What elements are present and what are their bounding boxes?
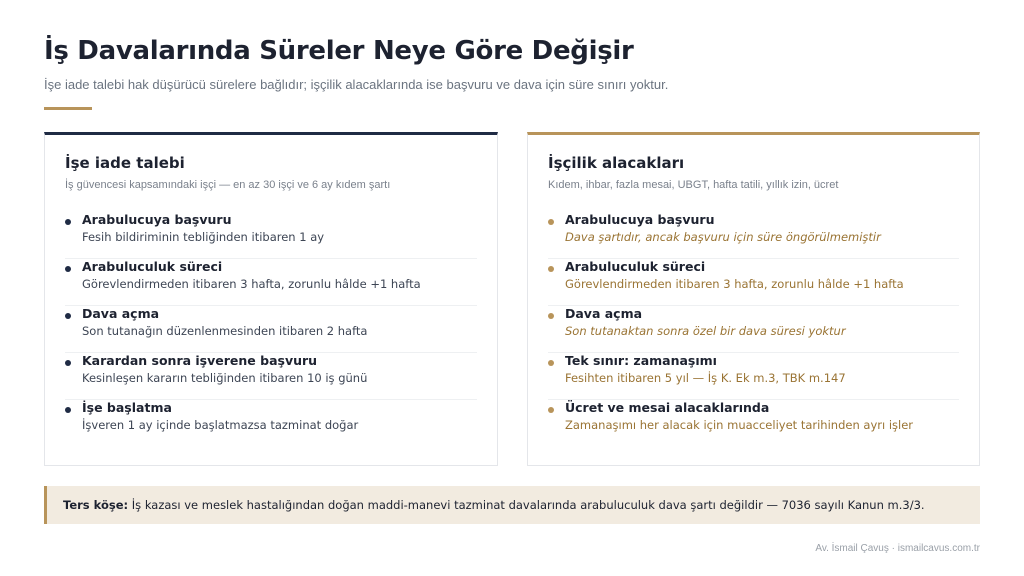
card-title: İşe iade talebi [65, 154, 185, 172]
item-label: Karardan sonra işverene başvuru [82, 353, 318, 368]
card-list [65, 212, 477, 447]
item-description: Kesinleşen kararın tebliğinden itibaren 10 iş günü [82, 371, 368, 385]
item-label: Arabulucuya başvuru [565, 212, 715, 227]
item-label: Dava açma [565, 306, 643, 321]
item-label: Tek sınır: zamanaşımı [565, 353, 717, 368]
footer-credit: Av. İsmail Çavuş · ismailcavus.com.tr [815, 543, 980, 554]
bullet-icon [65, 407, 71, 413]
bullet-icon [548, 266, 554, 272]
item-description: Zamanaşımı her alacak için muacceliyet tarihinden ayrı işler [565, 418, 914, 432]
item-description: Son tutanağın düzenlenmesinden itibaren 2 hafta [82, 324, 368, 338]
item-description: Son tutanaktan sonra özel bir dava süresi yoktur [565, 324, 846, 338]
page-title: İş Davalarında Süreler Neye Göre Değişir [44, 36, 634, 66]
item-label: Ücret ve mesai alacaklarında [565, 400, 770, 415]
item-description: Fesih bildiriminin tebliğinden itibaren 1 ay [82, 230, 325, 244]
list-item [65, 306, 477, 353]
bullet-icon [548, 360, 554, 366]
list-item [65, 212, 477, 259]
item-label: Dava açma [82, 306, 160, 321]
list-item [65, 400, 477, 447]
ters-kose-note [44, 486, 980, 524]
card-title: İşçilik alacakları [548, 154, 685, 172]
list-item [548, 353, 959, 400]
card-iscilik-alacaklari [527, 132, 980, 466]
list-item [65, 353, 477, 400]
title-accent-divider [44, 107, 92, 110]
bullet-icon [548, 219, 554, 225]
list-item [548, 306, 959, 353]
item-label: Arabuluculuk süreci [82, 259, 223, 274]
bullet-icon [65, 219, 71, 225]
item-label: Arabuluculuk süreci [565, 259, 706, 274]
note-text: İş kazası ve meslek hastalığından doğan maddi-manevi tazminat davalarında arabuluculuk dava şartı değildir — 7036 sayılı Kanun m.3/3. [128, 498, 925, 512]
item-label: Arabulucuya başvuru [82, 212, 232, 227]
item-label: İşe başlatma [82, 400, 172, 415]
page-subtitle: İşe iade talebi hak düşürücü sürelere bağlıdır; işçilik alacaklarında ise başvuru ve dava için süre sınırı yoktur. [44, 77, 669, 92]
bullet-icon [65, 360, 71, 366]
bullet-icon [65, 266, 71, 272]
card-ise-iade [44, 132, 498, 466]
list-item [548, 400, 959, 447]
note-label: Ters köşe: [63, 498, 129, 512]
card-list [548, 212, 959, 447]
item-description: Fesihten itibaren 5 yıl — İş K. Ek m.3, TBK m.147 [565, 371, 846, 385]
bullet-icon [548, 407, 554, 413]
card-subtitle: Kıdem, ihbar, fazla mesai, UBGT, hafta tatili, yıllık izin, ücret [548, 179, 839, 191]
list-item [548, 259, 959, 306]
item-description: Görevlendirmeden itibaren 3 hafta, zorunlu hâlde +1 hafta [82, 277, 421, 291]
list-item [548, 212, 959, 259]
item-description: Görevlendirmeden itibaren 3 hafta, zorunlu hâlde +1 hafta [565, 277, 904, 291]
list-item [65, 259, 477, 306]
bullet-icon [65, 313, 71, 319]
item-description: İşveren 1 ay içinde başlatmazsa tazminat doğar [82, 418, 359, 432]
bullet-icon [548, 313, 554, 319]
item-description: Dava şartıdır, ancak başvuru için süre öngörülmemiştir [565, 230, 881, 244]
card-subtitle: İş güvencesi kapsamındaki işçi — en az 30 işçi ve 6 ay kıdem şartı [65, 179, 391, 191]
